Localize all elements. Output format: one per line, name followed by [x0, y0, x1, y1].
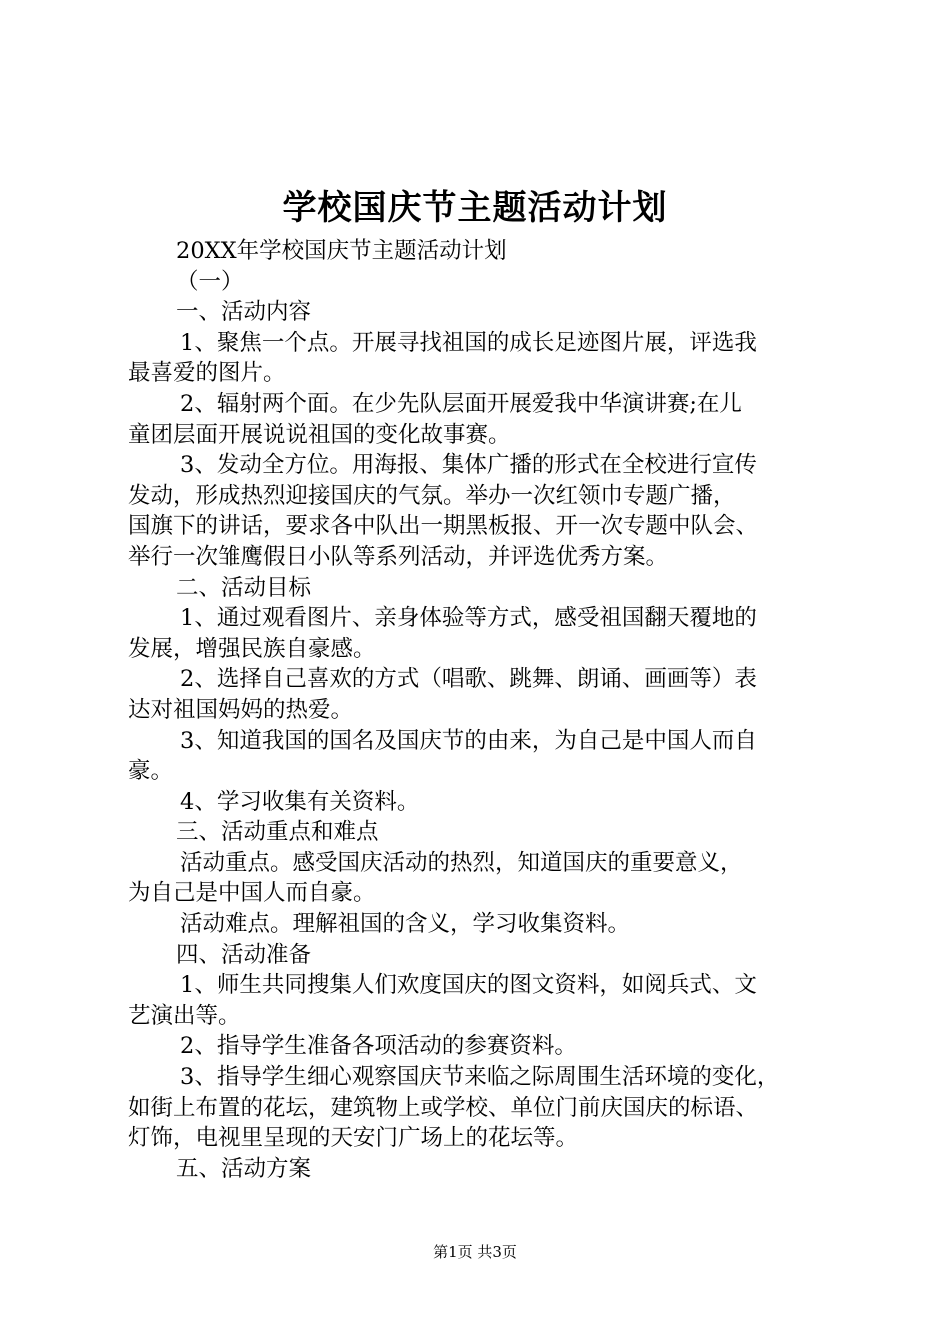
page-footer: 第1页 共3页	[433, 1243, 517, 1261]
paragraph-line: 灯饰，电视里呈现的天安门广场上的花坛等。	[128, 1125, 579, 1152]
paragraph-line: 国旗下的讲话，要求各中队出一期黑板报、开一次专题中队会、	[128, 513, 759, 540]
paragraph-line: 1、师生共同搜集人们欢度国庆的图文资料，如阅兵式、文	[180, 972, 757, 999]
paragraph-line: 发展，增强民族自豪感。	[128, 635, 376, 662]
paragraph-line: 3、知道我国的国名及国庆节的由来，为自己是中国人而自	[180, 727, 757, 754]
paragraph-line: （一）	[176, 268, 244, 295]
paragraph-line: 如街上布置的花坛，建筑物上或学校、单位门前庆国庆的标语、	[128, 1094, 759, 1121]
paragraph-line: 20XX年学校国庆节主题活动计划	[176, 238, 507, 264]
paragraph-line: 2、辐射两个面。在少先队层面开展爱我中华演讲赛;在儿	[180, 390, 742, 417]
paragraph-line: 举行一次雏鹰假日小队等系列活动，并评选优秀方案。	[128, 543, 669, 570]
document-title: 学校国庆节主题活动计划	[282, 188, 668, 228]
paragraph-line: 达对祖国妈妈的热爱。	[128, 696, 354, 723]
paragraph-line: 发动，形成热烈迎接国庆的气氛。举办一次红领巾专题广播，	[128, 482, 736, 509]
paragraph-line: 童团层面开展说说祖国的变化故事赛。	[128, 421, 511, 448]
paragraph-line: 四、活动准备	[176, 941, 312, 968]
paragraph-line: 三、活动重点和难点	[176, 819, 379, 846]
paragraph-line: 1、聚焦一个点。开展寻找祖国的成长足迹图片展，评选我	[180, 329, 757, 356]
paragraph-line: 五、活动方案	[176, 1155, 312, 1182]
paragraph-line: 2、指导学生准备各项活动的参赛资料。	[180, 1033, 577, 1060]
paragraph-line: 豪。	[128, 758, 174, 785]
paragraph-line: 1、通过观看图片、亲身体验等方式，感受祖国翻天覆地的	[180, 605, 757, 632]
paragraph-line: 艺演出等。	[128, 1002, 241, 1029]
paragraph-line: 4、学习收集有关资料。	[180, 788, 420, 815]
paragraph-line: 一、活动内容	[176, 299, 312, 326]
paragraph-line: 为自己是中国人而自豪。	[128, 880, 376, 907]
paragraph-line: 2、选择自己喜欢的方式（唱歌、跳舞、朗诵、画画等）表	[180, 666, 757, 693]
paragraph-line: 二、活动目标	[176, 574, 312, 601]
paragraph-line: 最喜爱的图片。	[128, 360, 286, 387]
document-body	[128, 236, 868, 1184]
paragraph-line: 3、发动全方位。用海报、集体广播的形式在全校进行宣传	[180, 452, 757, 479]
paragraph-line: 3、指导学生细心观察国庆节来临之际周围生活环境的变化，	[180, 1064, 780, 1091]
paragraph-line: 活动重点。感受国庆活动的热烈，知道国庆的重要意义，	[180, 849, 743, 876]
paragraph-line: 活动难点。理解祖国的含义，学习收集资料。	[180, 911, 631, 938]
